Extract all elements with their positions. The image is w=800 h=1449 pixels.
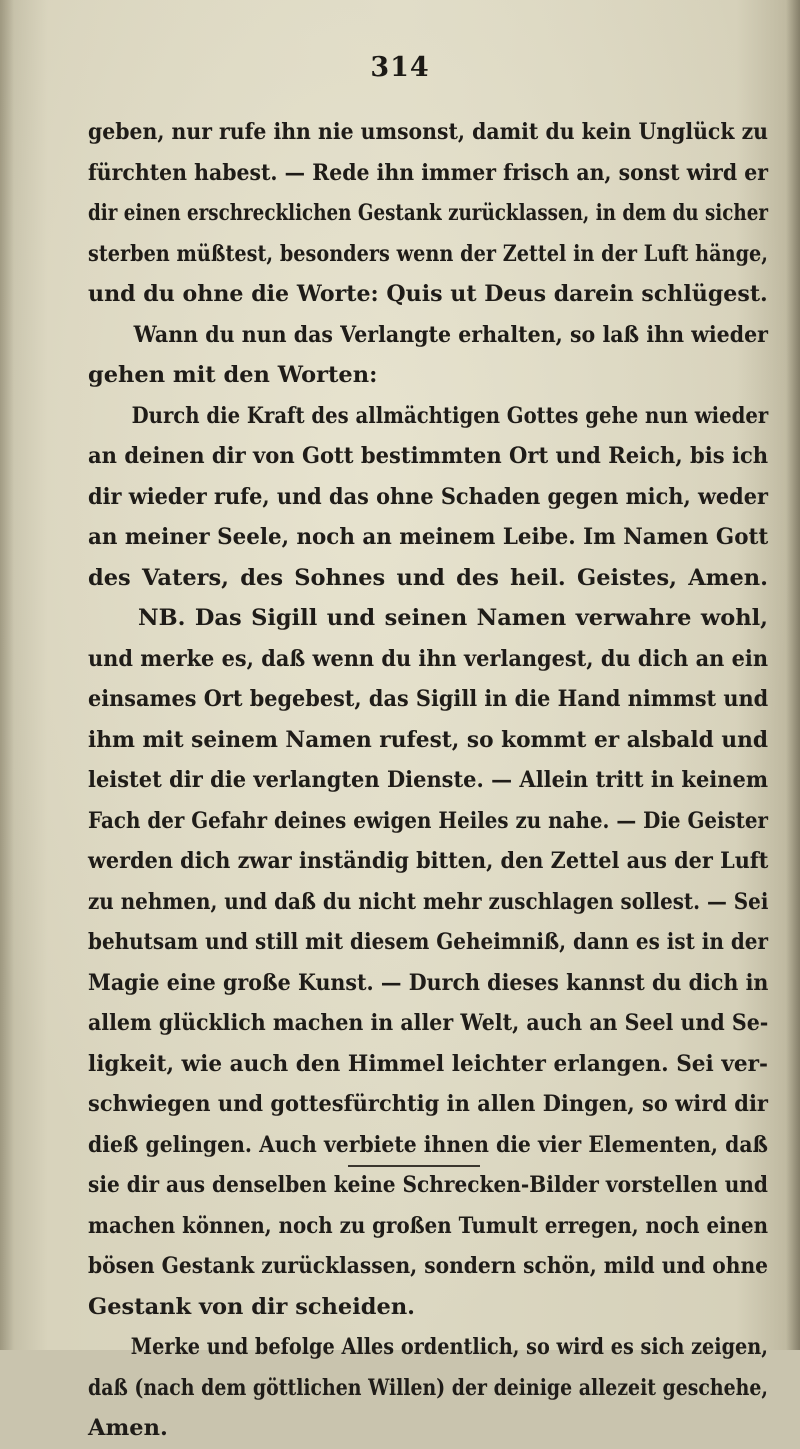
text-line: fürchten habest. — Rede ihn immer frisch an, sonst wird er xyxy=(88,159,768,186)
page-right-edge-shadow xyxy=(786,0,800,1350)
text-line: sterben müßtest, besonders wenn der Zettel in der Luft hänge, xyxy=(88,240,768,267)
text-line: und merke es, daß wenn du ihn verlangest, du dich an ein xyxy=(88,645,768,672)
page-number: 314 xyxy=(370,52,430,83)
text-line: dir wieder rufe, und das ohne Schaden gegen mich, weder xyxy=(88,483,768,510)
text-line: dir einen erschrecklichen Gestank zurücklassen, in dem du sicher xyxy=(88,200,768,226)
text-line: Fach der Gefahr deines ewigen Heiles zu nahe. — Die Geister xyxy=(88,807,768,834)
text-line: geben, nur rufe ihn nie umsonst, damit du kein Unglück zu xyxy=(88,119,768,145)
page-left-edge-shadow xyxy=(0,0,14,1350)
text-line: ligkeit, wie auch den Himmel leichter erlangen. Sei ver- xyxy=(88,1050,768,1077)
text-line: Merke und befolge Alles ordentlich, so wird es sich zeigen, xyxy=(130,1334,768,1360)
text-line: Gestank von dir scheiden. xyxy=(88,1293,416,1320)
text-line: des Vaters, des Sohnes und des heil. Geistes, Amen. xyxy=(88,564,768,591)
text-line: allem glücklich machen in aller Welt, auch an Seel und Se- xyxy=(88,1010,769,1036)
text-line: Wann du nun das Verlangte erhalten, so laß ihn wieder xyxy=(133,321,769,348)
text-line: Amen. xyxy=(88,1415,168,1441)
text-line: einsames Ort begebest, das Sigill in die Hand nimmst und xyxy=(88,686,769,712)
text-line: Durch die Kraft des allmächtigen Gottes gehe nun wieder xyxy=(131,402,769,429)
text-line: zu nehmen, und daß du nicht mehr zuschlagen sollest. — Sei xyxy=(88,888,769,915)
text-line: schwiegen und gottesfürchtig in allen Dingen, so wird dir xyxy=(88,1091,768,1117)
text-line: NB. Das Sigill und seinen Namen verwahre wohl, xyxy=(138,605,768,631)
end-rule-divider xyxy=(348,1165,480,1167)
body-text xyxy=(88,112,768,1449)
text-line: gehen mit den Worten: xyxy=(88,362,378,388)
text-line: und du ohne die Worte: Quis ut Deus darein schlügest. xyxy=(88,281,768,307)
text-line: an deinen dir von Gott bestimmten Ort und Reich, bis ich xyxy=(88,443,769,469)
text-line: dieß gelingen. Auch verbiete ihnen die vier Elementen, daß xyxy=(88,1131,768,1158)
text-line: an meiner Seele, noch an meinem Leibe. Im Namen Gott xyxy=(88,524,769,550)
text-line: werden dich zwar inständig bitten, den Zettel aus der Luft xyxy=(88,848,769,874)
text-line: Magie eine große Kunst. — Durch dieses kannst du dich in xyxy=(88,969,769,996)
text-line: sie dir aus denselben keine Schrecken-Bilder vorstellen und xyxy=(88,1172,768,1198)
text-line: bösen Gestank zurücklassen, sondern schön, mild und ohne xyxy=(88,1253,768,1279)
text-line: daß (nach dem göttlichen Willen) der deinige allezeit geschehe, xyxy=(88,1374,768,1401)
text-line: behutsam und still mit diesem Geheimniß, dann es ist in der xyxy=(88,929,768,955)
text-line: leistet dir die verlangten Dienste. — Allein tritt in keinem xyxy=(88,767,768,793)
text-line: ihm mit seinem Namen rufest, so kommt er alsbald und xyxy=(88,726,768,753)
text-line: machen können, noch zu großen Tumult erregen, noch einen xyxy=(88,1212,768,1239)
